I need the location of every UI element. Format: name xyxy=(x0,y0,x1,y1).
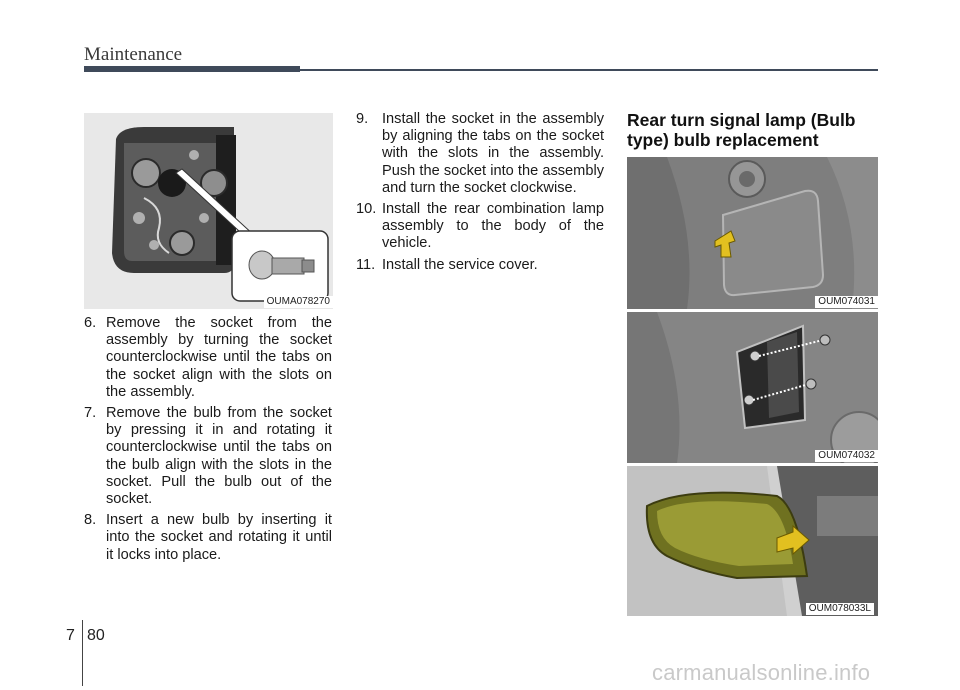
step-8 xyxy=(84,512,332,564)
step-number: 10. xyxy=(356,201,377,218)
step-9 xyxy=(356,111,604,197)
step-text: Install the service cover. xyxy=(382,256,538,273)
rear-lamp-illustration xyxy=(627,466,878,616)
panel-screws-figure-code: OUM074032 xyxy=(815,450,878,462)
header-title: Maintenance xyxy=(84,44,183,65)
socket-illustration xyxy=(84,113,333,309)
page-number: 80 xyxy=(87,627,105,644)
step-text: Remove the bulb from the socket by pressing it in and rotating it counterclockwise until the tabs on the bulb align with the slots in the socket. Pull the bulb out of the socket. xyxy=(106,405,332,508)
steps-middle-list xyxy=(356,111,604,278)
step-text: Install the rear combination lamp assembly to the body of the vehicle. xyxy=(382,201,604,252)
rear-lamp-figure-code: OUM078033L xyxy=(806,603,874,615)
panel-screws-figure xyxy=(627,312,878,463)
step-10 xyxy=(356,201,604,253)
step-number: 11. xyxy=(356,256,376,273)
step-7 xyxy=(84,405,332,508)
step-number: 7. xyxy=(84,405,97,422)
section-heading: Rear turn signal lamp (Bulb type) bulb replacement xyxy=(627,110,856,150)
watermark-text: carmanualsonline.info xyxy=(652,660,871,685)
panel-screws-illustration xyxy=(627,312,878,463)
step-text: Remove the socket from the assembly by turning the socket counterclockwise until the tabs on the socket align with the slots on the assembly. xyxy=(106,315,332,400)
chapter-number: 7 xyxy=(66,627,75,644)
rear-lamp-figure xyxy=(627,466,878,616)
panel-cover-figure xyxy=(627,157,878,309)
header-rule-thick xyxy=(84,66,300,72)
step-text: Insert a new bulb by inserting it into the socket and rotating it until it locks into place. xyxy=(106,512,332,563)
steps-left-list xyxy=(84,315,332,568)
step-number: 6. xyxy=(84,315,97,331)
header-rule-thin xyxy=(300,69,878,71)
panel-cover-illustration xyxy=(627,157,878,309)
step-text: Install the socket in the assembly by aligning the tabs on the socket with the slots in the assembly. Push the socket into the assembly and turn the socket clockwise. xyxy=(382,111,604,196)
step-11 xyxy=(356,257,604,274)
step-number: 9. xyxy=(356,111,369,127)
panel-cover-figure-code: OUM074031 xyxy=(815,296,878,308)
page-number-divider xyxy=(82,620,83,686)
step-number: 8. xyxy=(84,512,97,529)
socket-figure-code: OUMA078270 xyxy=(264,296,333,308)
socket-figure xyxy=(84,113,333,309)
step-6 xyxy=(84,315,332,401)
